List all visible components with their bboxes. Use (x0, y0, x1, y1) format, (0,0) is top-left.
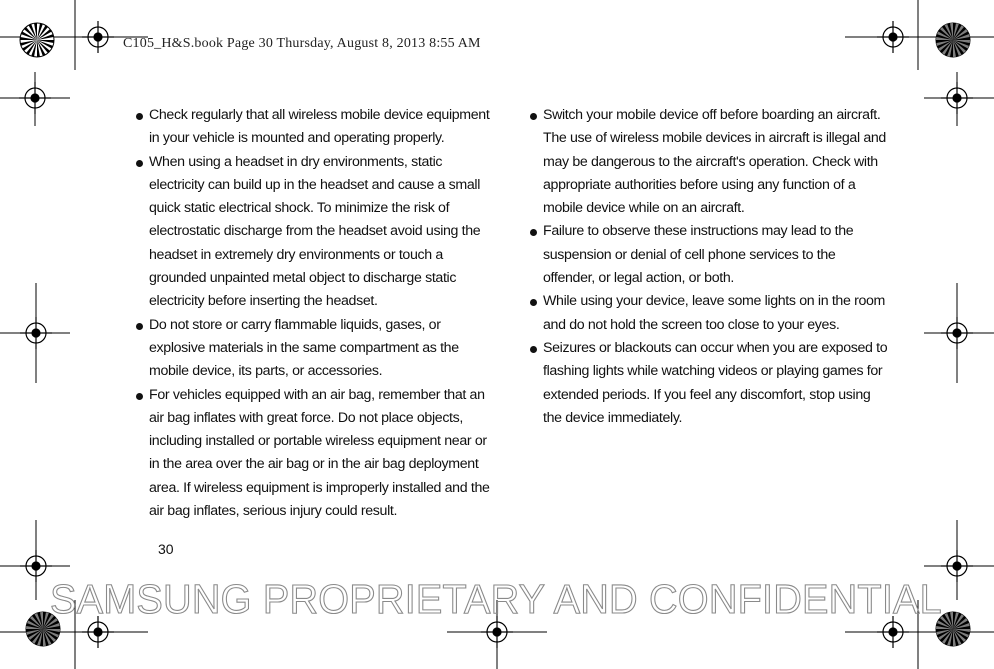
page-number: 30 (158, 541, 174, 557)
bullet-item (136, 104, 496, 151)
bullet-item (530, 220, 890, 290)
bullet-dot-icon (530, 229, 537, 236)
bullet-item (530, 337, 890, 430)
bullet-text: Check regularly that all wireless mobile device equipment in your vehicle is mounted and operating properly. (149, 107, 490, 147)
bullet-text: When using a headset in dry environments, static electricity can build up in the headset and cause a small quick static electrical shock. To minimize the risk of electrostatic discharge from the headset avoid using the headset in extremely dry environments or touch a grounded unpainted metal object to discharge static electricity before inserting the headset. (149, 153, 481, 310)
bullet-text: Failure to observe these instructions may lead to the suspension or denial of cell phone services to the offender, or legal action, or both. (543, 223, 854, 287)
bullet-text: For vehicles equipped with an air bag, remember that an air bag inflates with great force. Do not place objects, including installed or portable wireless equipment near or in the area over the air bag or in the air bag deployment area. If wireless equipment is improperly installed and the air bag inflates, serious injury could result. (149, 386, 490, 520)
bullet-item (136, 151, 496, 314)
bullet-dot-icon (530, 299, 537, 306)
confidential-watermark: SAMSUNG PROPRIETARY AND CONFIDENTIAL (50, 576, 942, 622)
bullet-text: Do not store or carry flammable liquids, gases, or explosive materials in the same compartment as the mobile device, its parts, or accessories. (149, 316, 459, 380)
bullet-item (530, 290, 890, 337)
bullet-dot-icon (136, 393, 143, 400)
bullet-item (136, 384, 496, 524)
bullet-text: While using your device, leave some lights on in the room and do not hold the screen too close to your eyes. (543, 293, 886, 333)
bullet-text: Switch your mobile device off before boarding an aircraft. The use of wireless mobile devices in aircraft is illegal and may be dangerous to the aircraft's operation. Check with appropriate authorities before using any function of a mobile device while on an aircraft. (543, 107, 886, 217)
right-column (530, 104, 890, 430)
bullet-dot-icon (136, 160, 143, 167)
bullet-text: Seizures or blackouts can occur when you are exposed to flashing lights while watching videos or playing games for extended periods. If you feel any discomfort, stop using the device immediately. (543, 339, 888, 426)
bullet-dot-icon (136, 323, 143, 330)
left-column (136, 104, 496, 523)
bullet-dot-icon (136, 113, 143, 120)
book-page-header: C105_H&S.book Page 30 Thursday, August 8, 2013 8:55 AM (123, 36, 481, 51)
bullet-item (530, 104, 890, 220)
bullet-item (136, 314, 496, 384)
bullet-dot-icon (530, 346, 537, 353)
bullet-dot-icon (530, 113, 537, 120)
